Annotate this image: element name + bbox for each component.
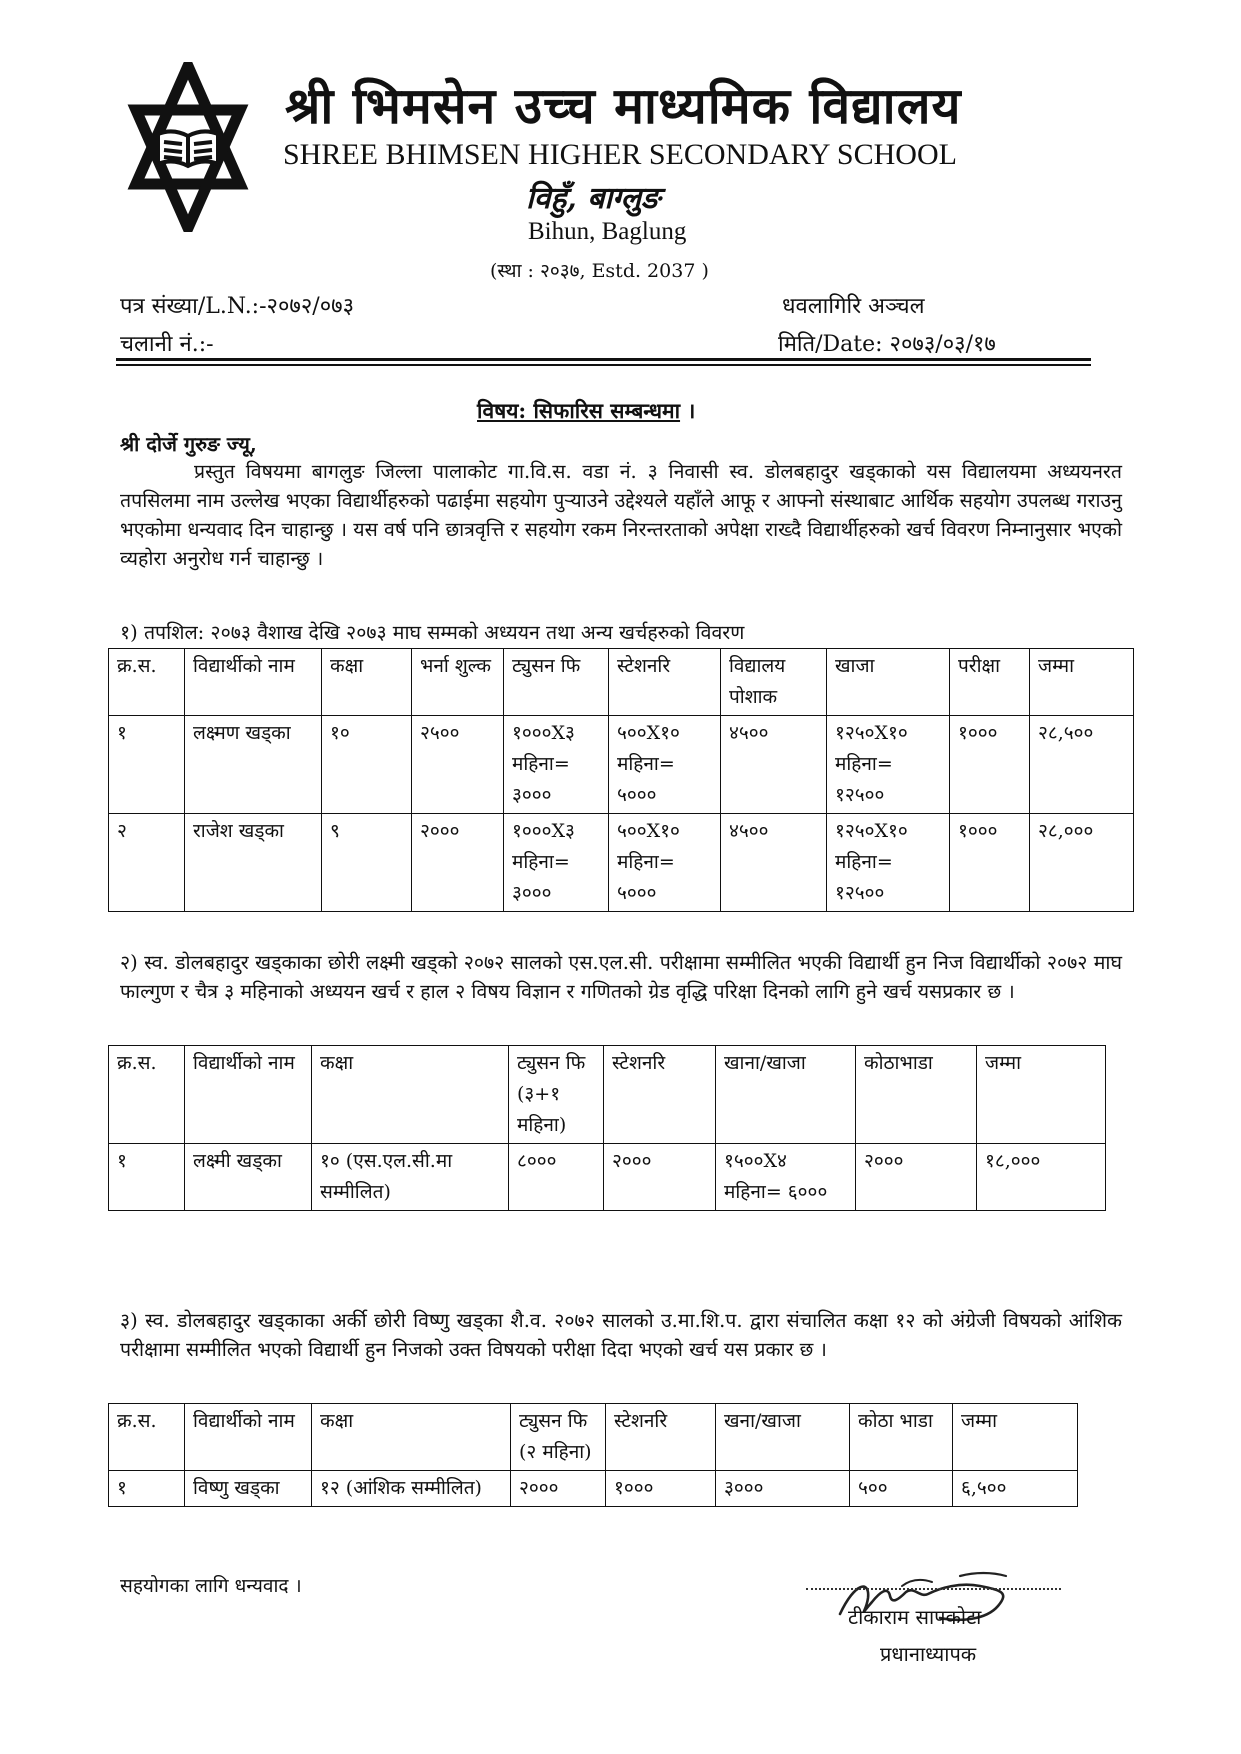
header-divider-bottom bbox=[116, 364, 1091, 366]
table-cell: २५०० bbox=[412, 716, 504, 814]
table-row bbox=[109, 1144, 1106, 1211]
table-cell: १५००X४ महिना= ६००० bbox=[716, 1144, 856, 1211]
column-header: विद्यार्थीको नाम bbox=[185, 1046, 312, 1144]
table-cell: विष्णु खड्का bbox=[185, 1471, 312, 1507]
body-paragraph: प्रस्तुत विषयमा बागलुङ जिल्ला पालाकोट गा.वि.स. वडा नं. ३ निवासी स्व. डोलबहादुर खड्काको यस विद्यालयमा अध्ययनरत तपसिलमा नाम उल्लेख भएका विद्यार्थीहरुको पढाईमा सहयोग पुर्‍याउने उद्देश्यले यहाँले आफू र आफ्नो संस्थाबाट आर्थिक सहयोग उपलब्ध गराउनु भएकोमा धन्यवाद दिन चाहान्छु । यस वर्ष पनि छात्रवृत्ति र सहयोग रकम निरन्तरताको अपेक्षा राख्दै विद्यार्थीहरुको खर्च विवरण निम्नानुसार भएको व्यहोरा अनुरोध गर्न चाहान्छु । bbox=[120, 460, 1122, 570]
table-cell: ९ bbox=[322, 814, 412, 912]
column-header: विद्यार्थीको नाम bbox=[185, 649, 322, 716]
section3-text: ३) स्व. डोलबहादुर खड्काका अर्की छोरी विष्णु खड्का शै.व. २०७२ सालको उ.मा.शि.प. द्वारा संचालित कक्षा १२ को अंग्रेजी विषयको आंशिक परीक्षामा सम्मीलित भएको विद्यार्थी हुन निजको उक्त विषयको परीक्षा दिदा भएको खर्च यस प्रकार छ । bbox=[120, 1309, 1122, 1361]
column-header: कक्षा bbox=[312, 1404, 511, 1471]
table-row bbox=[109, 814, 1134, 912]
table-cell: १८,००० bbox=[977, 1144, 1106, 1211]
table-cell: १२५०X१० महिना= १२५०० bbox=[827, 716, 950, 814]
expense-table-3 bbox=[108, 1403, 1078, 1507]
table-cell: ६,५०० bbox=[953, 1471, 1078, 1507]
table-cell: १ bbox=[109, 1144, 185, 1211]
subject-label: विषय: सिफारिस सम्बन्धमा bbox=[477, 398, 681, 423]
table-cell: राजेश खड्का bbox=[185, 814, 322, 912]
table-cell: १२५०X१० महिना= १२५०० bbox=[827, 814, 950, 912]
column-header: खना/खाजा bbox=[716, 1404, 850, 1471]
table-cell: १००० bbox=[950, 814, 1030, 912]
column-header: कोठाभाडा bbox=[856, 1046, 977, 1144]
school-name-nepali: श्री भिमसेन उच्च माध्यमिक विद्यालय bbox=[285, 76, 962, 135]
table-cell: लक्ष्मण खड्का bbox=[185, 716, 322, 814]
table-cell: ४५०० bbox=[721, 716, 827, 814]
table-cell: १ bbox=[109, 1471, 185, 1507]
table-cell: १००० bbox=[950, 716, 1030, 814]
expense-table-1 bbox=[108, 648, 1134, 912]
column-header: खाना/खाजा bbox=[716, 1046, 856, 1144]
table-cell: १०००X३ महिना= ३००० bbox=[504, 814, 609, 912]
column-header: स्टेशनरि bbox=[609, 649, 721, 716]
table-cell: लक्ष्मी खड्का bbox=[185, 1144, 312, 1211]
table-cell: २ bbox=[109, 814, 185, 912]
table-cell: ५००X१० महिना= ५००० bbox=[609, 716, 721, 814]
column-header: जम्मा bbox=[977, 1046, 1106, 1144]
established-year: (स्था : २०३७, Estd. 2037 ) bbox=[490, 260, 709, 282]
table-cell: १० (एस.एल.सी.मा सम्मीलित) bbox=[312, 1144, 509, 1211]
column-header: ट्युसन फि (३+१ महिना) bbox=[509, 1046, 604, 1144]
table-cell: ८००० bbox=[509, 1144, 604, 1211]
subject-suffix: । bbox=[687, 398, 696, 423]
table-header-row bbox=[109, 649, 1134, 716]
column-header: विद्यालय पोशाक bbox=[721, 649, 827, 716]
signer-title: प्रधानाध्यापक bbox=[880, 1642, 977, 1666]
table-row bbox=[109, 1471, 1078, 1507]
column-header: ट्युसन फि bbox=[504, 649, 609, 716]
column-header: कक्षा bbox=[312, 1046, 509, 1144]
column-header: खाजा bbox=[827, 649, 950, 716]
column-header: स्टेशनरि bbox=[606, 1404, 716, 1471]
salutation: श्री दोर्जे गुरुङ ज्यू, bbox=[120, 432, 257, 456]
column-header: कक्षा bbox=[322, 649, 412, 716]
table-cell: १००० bbox=[606, 1471, 716, 1507]
column-header: भर्ना शुल्क bbox=[412, 649, 504, 716]
section2-text: २) स्व. डोलबहादुर खड्काका छोरी लक्ष्मी खड्को २०७२ सालको एस.एल.सी. परीक्षामा सम्मीलित भएकी विद्यार्थी हुन निज विद्यार्थीको २०७२ माघ फाल्गुण र चैत्र ३ महिनाको अध्ययन खर्च र हाल २ विषय विज्ञान र गणितको ग्रेड वृद्धि परिक्षा दिनको लागि हुने खर्च यसप्रकार छ । bbox=[120, 951, 1122, 1003]
table-cell: २००० bbox=[412, 814, 504, 912]
table-cell: ५०० bbox=[850, 1471, 953, 1507]
column-header: ट्युसन फि (२ महिना) bbox=[511, 1404, 606, 1471]
column-header: कोठा भाडा bbox=[850, 1404, 953, 1471]
school-location-english: Bihun, Baglung bbox=[528, 218, 687, 245]
column-header: जम्मा bbox=[1030, 649, 1134, 716]
column-header: क्र.स. bbox=[109, 1404, 185, 1471]
table-cell: १२ (आंशिक सम्मीलित) bbox=[312, 1471, 511, 1507]
table-header-row bbox=[109, 1404, 1078, 1471]
column-header: क्र.स. bbox=[109, 1046, 185, 1144]
table-row bbox=[109, 716, 1134, 814]
school-name-english: SHREE BHIMSEN HIGHER SECONDARY SCHOOL bbox=[283, 138, 957, 171]
letter-number: पत्र संख्या/L.N.:-२०७२/०७३ bbox=[120, 294, 355, 319]
table-cell: ३००० bbox=[716, 1471, 850, 1507]
table-cell: १०००X३ महिना= ३००० bbox=[504, 716, 609, 814]
table-cell: २८,००० bbox=[1030, 814, 1134, 912]
table-cell: १० bbox=[322, 716, 412, 814]
table-cell: १ bbox=[109, 716, 185, 814]
column-header: क्र.स. bbox=[109, 649, 185, 716]
signature-line bbox=[806, 1588, 1061, 1590]
column-header: स्टेशनरि bbox=[604, 1046, 716, 1144]
column-header: विद्यार्थीको नाम bbox=[185, 1404, 312, 1471]
dispatch-number: चलानी नं.:- bbox=[120, 332, 214, 357]
table-cell: ४५०० bbox=[721, 814, 827, 912]
table-cell: २८,५०० bbox=[1030, 716, 1134, 814]
expense-table-2 bbox=[108, 1045, 1106, 1211]
school-emblem-icon bbox=[118, 62, 258, 232]
letter-date: मिति/Date: २०७३/०३/१७ bbox=[778, 332, 996, 357]
table-cell: २००० bbox=[604, 1144, 716, 1211]
table-cell: ५००X१० महिना= ५००० bbox=[609, 814, 721, 912]
school-location-nepali: विहुँ, बाग्लुङ bbox=[526, 181, 661, 216]
closing-thanks: सहयोगका लागि धन्यवाद । bbox=[120, 1575, 302, 1597]
table-header-row bbox=[109, 1046, 1106, 1144]
header-divider-top bbox=[116, 358, 1091, 361]
letter-subject bbox=[477, 397, 695, 425]
signer-name: टीकाराम सापकोटा bbox=[848, 1605, 982, 1629]
table-cell: २००० bbox=[511, 1471, 606, 1507]
table-cell: २००० bbox=[856, 1144, 977, 1211]
zone-name: धवलागिरि अञ्चल bbox=[782, 294, 925, 319]
column-header: जम्मा bbox=[953, 1404, 1078, 1471]
column-header: परीक्षा bbox=[950, 649, 1030, 716]
section1-caption: १) तपशिल: २०७३ वैशाख देखि २०७३ माघ सम्मको अध्ययन तथा अन्य खर्चहरुको विवरण bbox=[120, 621, 745, 644]
